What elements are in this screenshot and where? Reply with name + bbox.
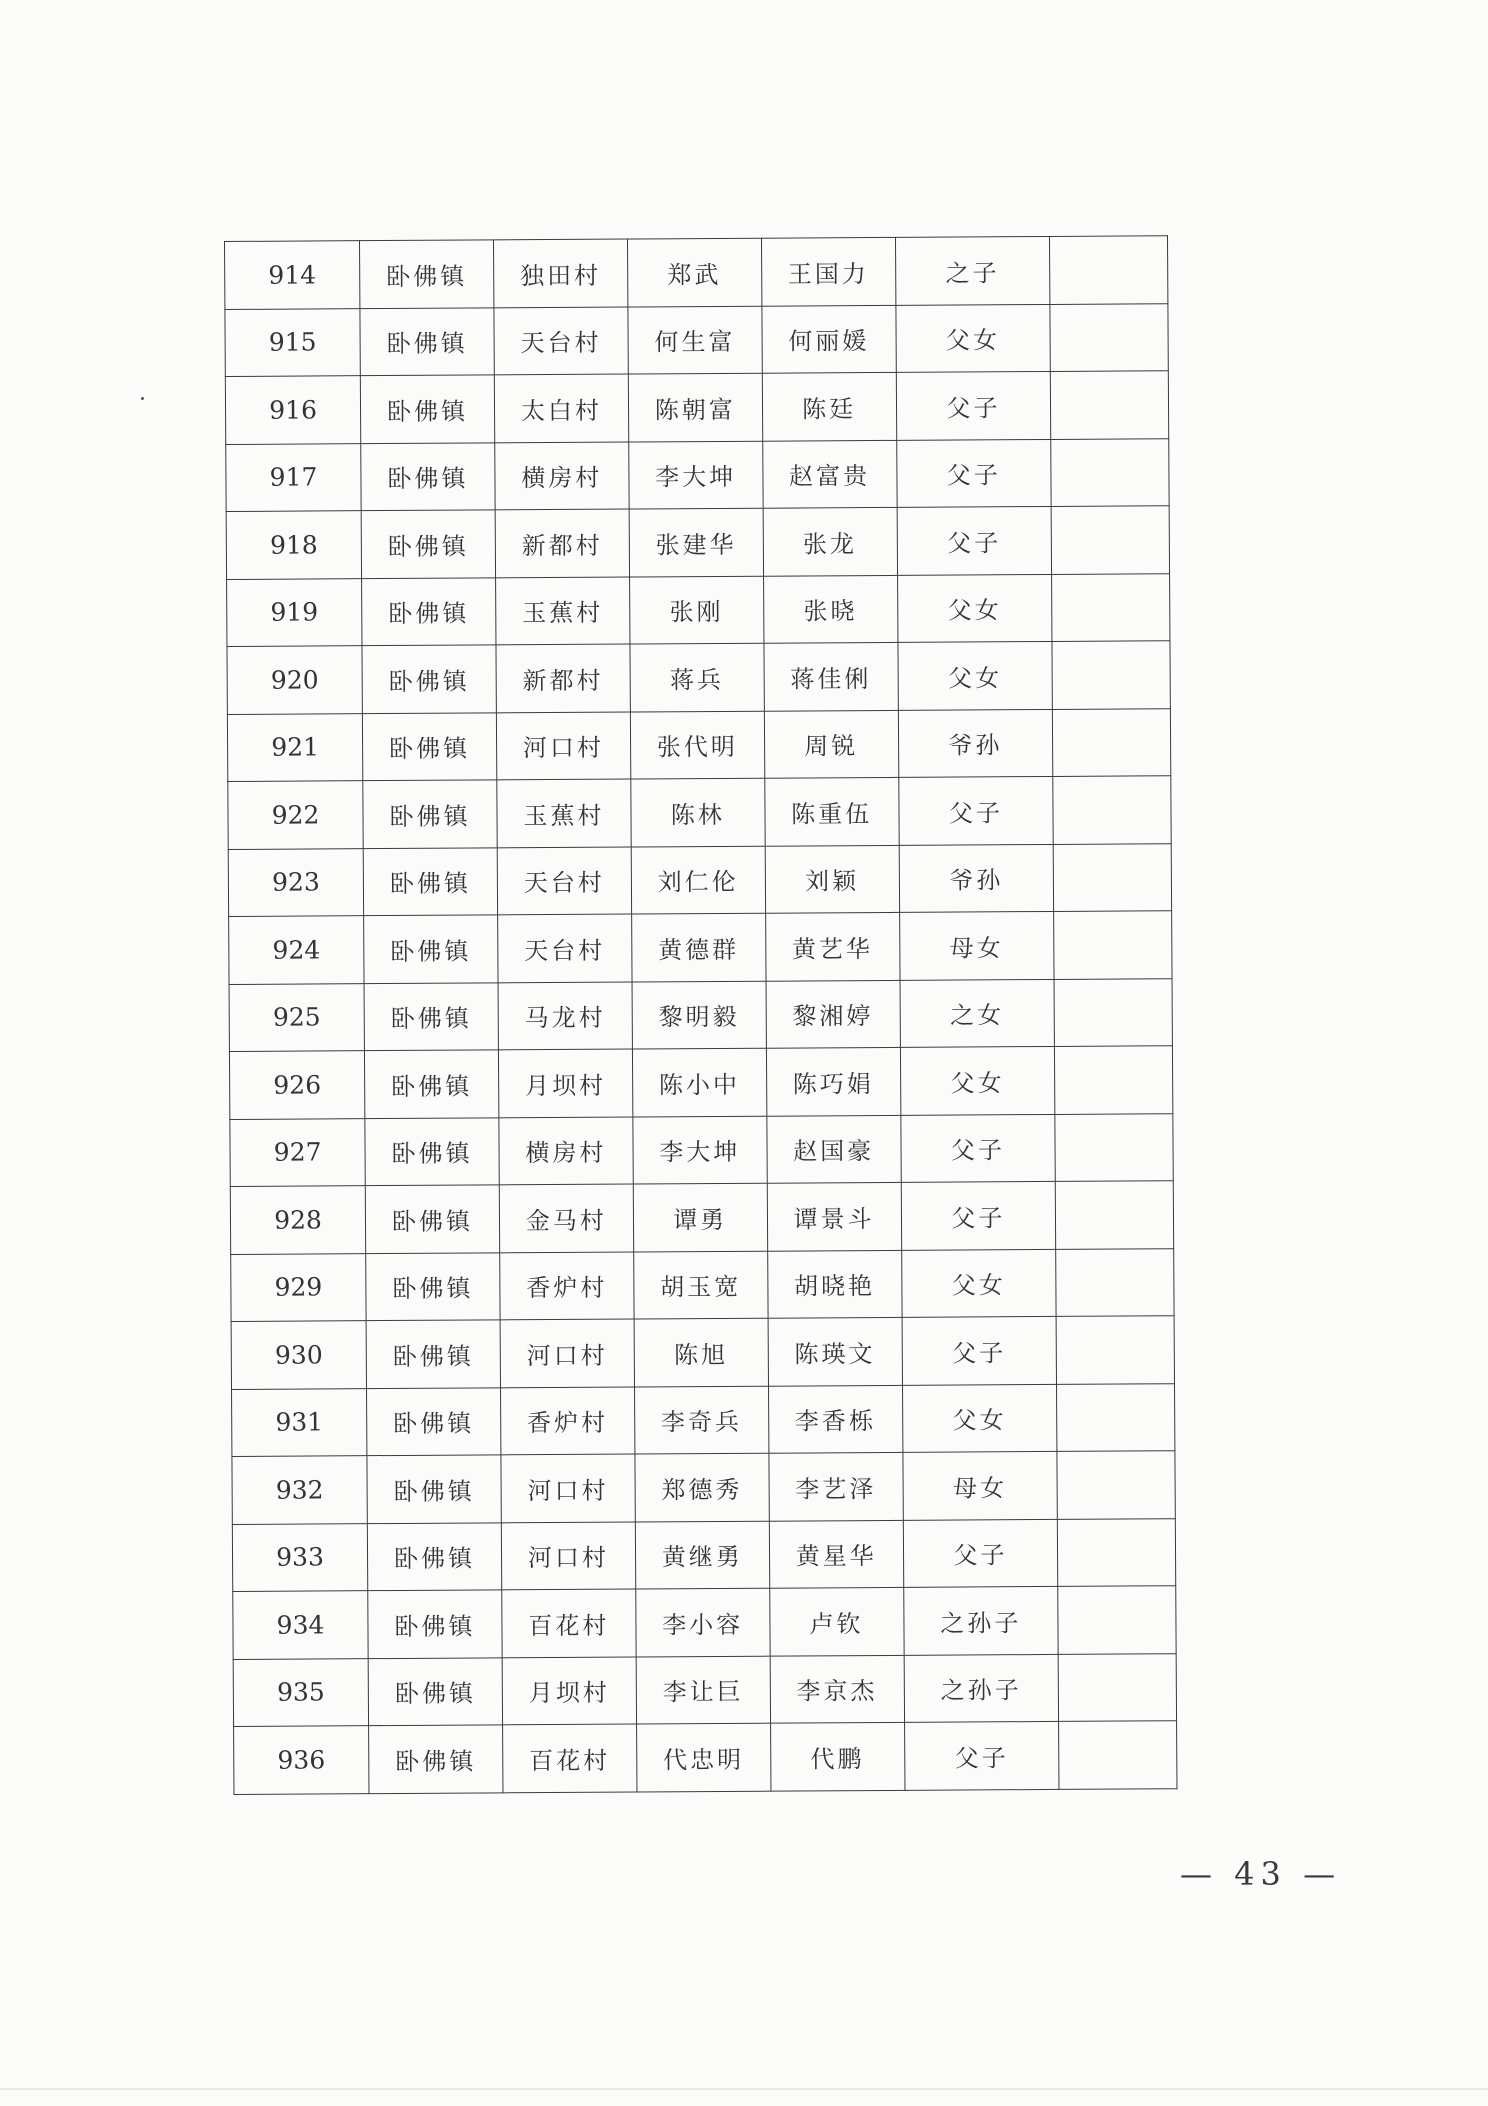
cell-note xyxy=(1054,911,1172,979)
cell-village: 天台村 xyxy=(497,847,631,915)
cell-number: 917 xyxy=(226,443,361,511)
cell-parent-name: 张代明 xyxy=(630,711,764,779)
table-row xyxy=(227,641,1170,714)
cell-relation: 父子 xyxy=(897,506,1052,574)
cell-village: 月坝村 xyxy=(502,1657,636,1725)
table-row xyxy=(230,1113,1173,1186)
table-row xyxy=(230,1181,1173,1254)
cell-number: 921 xyxy=(227,713,362,781)
cell-note xyxy=(1053,843,1171,911)
cell-parent-name: 黄德群 xyxy=(631,913,765,981)
cell-child-name: 陈巧娟 xyxy=(766,1047,900,1115)
cell-town: 卧佛镇 xyxy=(361,510,495,578)
cell-town: 卧佛镇 xyxy=(360,307,494,375)
cell-town: 卧佛镇 xyxy=(365,1050,499,1118)
cell-number: 934 xyxy=(233,1591,368,1659)
cell-number: 933 xyxy=(232,1523,367,1591)
cell-relation: 母女 xyxy=(902,1451,1057,1519)
cell-town: 卧佛镇 xyxy=(362,577,496,645)
cell-relation: 父女 xyxy=(897,574,1052,642)
table-row xyxy=(231,1316,1174,1389)
cell-child-name: 李香栎 xyxy=(768,1385,902,1453)
cell-note xyxy=(1051,371,1169,439)
cell-town: 卧佛镇 xyxy=(361,442,495,510)
cell-relation: 父子 xyxy=(901,1181,1056,1249)
cell-parent-name: 谭勇 xyxy=(633,1183,767,1251)
cell-village: 新都村 xyxy=(496,644,630,712)
cell-number: 925 xyxy=(229,983,364,1051)
cell-relation: 父子 xyxy=(896,439,1051,507)
cell-relation: 之孙子 xyxy=(904,1654,1059,1722)
cell-relation: 父女 xyxy=(900,1046,1055,1114)
cell-parent-name: 代忠明 xyxy=(636,1723,770,1791)
table-row xyxy=(229,978,1172,1051)
cell-village: 河口村 xyxy=(500,1319,634,1387)
cell-child-name: 陈瑛文 xyxy=(768,1317,902,1385)
cell-town: 卧佛镇 xyxy=(367,1387,501,1455)
cell-child-name: 何丽媛 xyxy=(762,305,896,373)
cell-parent-name: 李大坤 xyxy=(633,1116,767,1184)
cell-village: 横房村 xyxy=(495,442,629,510)
cell-town: 卧佛镇 xyxy=(363,780,497,848)
cell-town: 卧佛镇 xyxy=(364,982,498,1050)
cell-parent-name: 张刚 xyxy=(629,576,763,644)
cell-relation: 父女 xyxy=(895,304,1050,372)
cell-number: 920 xyxy=(227,646,362,714)
table-row xyxy=(233,1653,1176,1726)
cell-parent-name: 陈林 xyxy=(631,778,765,846)
cell-relation: 爷孙 xyxy=(899,844,1054,912)
table-row xyxy=(226,506,1169,579)
cell-parent-name: 郑德秀 xyxy=(635,1453,769,1521)
table-row xyxy=(232,1518,1175,1591)
cell-note xyxy=(1057,1451,1175,1519)
cell-child-name: 赵国豪 xyxy=(767,1115,901,1183)
table-row xyxy=(228,843,1171,916)
scan-speck xyxy=(141,397,144,400)
cell-child-name: 李艺泽 xyxy=(769,1452,903,1520)
cell-parent-name: 黄继勇 xyxy=(635,1521,769,1589)
cell-child-name: 李京杰 xyxy=(770,1655,904,1723)
cell-parent-name: 何生富 xyxy=(628,306,762,374)
cell-number: 930 xyxy=(231,1321,366,1389)
cell-relation: 之女 xyxy=(900,979,1055,1047)
cell-town: 卧佛镇 xyxy=(366,1252,500,1320)
cell-number: 931 xyxy=(232,1388,367,1456)
cell-child-name: 陈廷 xyxy=(762,372,896,440)
cell-town: 卧佛镇 xyxy=(360,375,494,443)
cell-relation: 母女 xyxy=(899,911,1054,979)
cell-child-name: 黄艺华 xyxy=(765,912,899,980)
cell-parent-name: 李奇兵 xyxy=(634,1386,768,1454)
cell-relation: 父子 xyxy=(903,1519,1058,1587)
cell-parent-name: 胡玉宽 xyxy=(634,1251,768,1319)
cell-town: 卧佛镇 xyxy=(369,1725,503,1793)
cell-town: 卧佛镇 xyxy=(360,240,494,308)
cell-village: 独田村 xyxy=(493,239,627,307)
cell-parent-name: 李大坤 xyxy=(629,441,763,509)
cell-number: 928 xyxy=(230,1186,365,1254)
cell-relation: 父子 xyxy=(896,371,1051,439)
cell-number: 919 xyxy=(227,578,362,646)
cell-note xyxy=(1051,438,1169,506)
cell-village: 河口村 xyxy=(501,1454,635,1522)
cell-relation: 父女 xyxy=(902,1384,1057,1452)
cell-village: 香炉村 xyxy=(500,1387,634,1455)
cell-parent-name: 黎明毅 xyxy=(632,981,766,1049)
cell-child-name: 刘颖 xyxy=(765,845,899,913)
cell-child-name: 赵富贵 xyxy=(762,440,896,508)
cell-town: 卧佛镇 xyxy=(363,847,497,915)
cell-note xyxy=(1050,236,1168,304)
cell-number: 929 xyxy=(231,1253,366,1321)
cell-relation: 父子 xyxy=(902,1316,1057,1384)
cell-note xyxy=(1056,1316,1174,1384)
cell-village: 马龙村 xyxy=(498,982,632,1050)
cell-parent-name: 李小容 xyxy=(636,1588,770,1656)
cell-child-name: 代鹏 xyxy=(770,1722,904,1790)
table-row xyxy=(226,438,1169,511)
cell-note xyxy=(1052,641,1170,709)
cell-child-name: 周锐 xyxy=(764,710,898,778)
cell-town: 卧佛镇 xyxy=(362,712,496,780)
scan-edge-line xyxy=(0,2088,1488,2090)
cell-number: 916 xyxy=(225,376,360,444)
table-row xyxy=(227,573,1170,646)
cell-child-name: 陈重伍 xyxy=(764,777,898,845)
cell-number: 926 xyxy=(229,1051,364,1119)
cell-village: 百花村 xyxy=(503,1724,637,1792)
cell-village: 河口村 xyxy=(496,712,630,780)
table-row xyxy=(225,371,1168,444)
table-row xyxy=(234,1721,1177,1794)
table-row xyxy=(225,303,1168,376)
cell-town: 卧佛镇 xyxy=(364,915,498,983)
cell-village: 横房村 xyxy=(499,1117,633,1185)
cell-note xyxy=(1059,1721,1177,1789)
table-row xyxy=(229,1046,1172,1119)
cell-child-name: 黎湘婷 xyxy=(766,980,900,1048)
cell-note xyxy=(1057,1383,1175,1451)
cell-town: 卧佛镇 xyxy=(368,1590,502,1658)
cell-note xyxy=(1058,1653,1176,1721)
cell-number: 924 xyxy=(229,916,364,984)
cell-village: 河口村 xyxy=(501,1522,635,1590)
table-row xyxy=(233,1586,1176,1659)
cell-note xyxy=(1056,1248,1174,1316)
cell-number: 936 xyxy=(234,1726,369,1794)
table-row xyxy=(232,1383,1175,1456)
cell-village: 天台村 xyxy=(498,914,632,982)
cell-relation: 之子 xyxy=(895,236,1050,304)
cell-village: 香炉村 xyxy=(500,1252,634,1320)
cell-child-name: 谭景斗 xyxy=(767,1182,901,1250)
cell-number: 932 xyxy=(232,1456,367,1524)
cell-number: 927 xyxy=(230,1118,365,1186)
records-table xyxy=(224,235,1177,1794)
cell-child-name: 张龙 xyxy=(763,507,897,575)
cell-note xyxy=(1055,1181,1173,1249)
cell-note xyxy=(1051,506,1169,574)
cell-parent-name: 郑武 xyxy=(627,238,761,306)
cell-note xyxy=(1058,1518,1176,1586)
cell-parent-name: 刘仁伦 xyxy=(631,846,765,914)
cell-note xyxy=(1052,573,1170,641)
cell-relation: 父女 xyxy=(901,1249,1056,1317)
cell-note xyxy=(1050,303,1168,371)
cell-child-name: 蒋佳俐 xyxy=(764,642,898,710)
cell-child-name: 张晓 xyxy=(763,575,897,643)
cell-parent-name: 蒋兵 xyxy=(630,643,764,711)
table-row xyxy=(225,236,1168,309)
cell-town: 卧佛镇 xyxy=(365,1117,499,1185)
cell-town: 卧佛镇 xyxy=(368,1657,502,1725)
cell-village: 玉蕉村 xyxy=(497,779,631,847)
cell-relation: 父子 xyxy=(898,776,1053,844)
cell-number: 922 xyxy=(228,781,363,849)
cell-number: 918 xyxy=(226,511,361,579)
cell-relation: 之孙子 xyxy=(903,1586,1058,1654)
cell-village: 天台村 xyxy=(494,307,628,375)
cell-village: 玉蕉村 xyxy=(496,577,630,645)
cell-note xyxy=(1053,776,1171,844)
cell-note xyxy=(1055,1046,1173,1114)
table-row xyxy=(229,911,1172,984)
cell-note xyxy=(1053,708,1171,776)
table-row xyxy=(231,1248,1174,1321)
cell-child-name: 黄星华 xyxy=(769,1520,903,1588)
cell-village: 百花村 xyxy=(502,1589,636,1657)
table-row xyxy=(228,776,1171,849)
cell-town: 卧佛镇 xyxy=(362,645,496,713)
cell-relation: 父女 xyxy=(898,641,1053,709)
cell-number: 923 xyxy=(228,848,363,916)
cell-parent-name: 张建华 xyxy=(629,508,763,576)
cell-relation: 父子 xyxy=(904,1721,1059,1789)
cell-parent-name: 陈旭 xyxy=(634,1318,768,1386)
records-table-body xyxy=(225,236,1177,1794)
cell-relation: 父子 xyxy=(900,1114,1055,1182)
cell-town: 卧佛镇 xyxy=(365,1185,499,1253)
cell-parent-name: 李让巨 xyxy=(636,1656,770,1724)
cell-child-name: 王国力 xyxy=(761,237,895,305)
cell-village: 新都村 xyxy=(495,509,629,577)
cell-note xyxy=(1055,1113,1173,1181)
table-row xyxy=(232,1451,1175,1524)
cell-village: 太白村 xyxy=(494,374,628,442)
table-row xyxy=(227,708,1170,781)
page-number: — 43 — xyxy=(1180,1855,1342,1893)
cell-town: 卧佛镇 xyxy=(367,1522,501,1590)
cell-relation: 爷孙 xyxy=(898,709,1053,777)
cell-town: 卧佛镇 xyxy=(367,1455,501,1523)
cell-number: 914 xyxy=(225,241,360,309)
cell-town: 卧佛镇 xyxy=(366,1320,500,1388)
cell-child-name: 胡晓艳 xyxy=(767,1250,901,1318)
cell-note xyxy=(1054,978,1172,1046)
cell-village: 金马村 xyxy=(499,1184,633,1252)
cell-village: 月坝村 xyxy=(498,1049,632,1117)
cell-parent-name: 陈朝富 xyxy=(628,373,762,441)
cell-note xyxy=(1058,1586,1176,1654)
cell-child-name: 卢钦 xyxy=(769,1587,903,1655)
cell-number: 915 xyxy=(225,308,360,376)
cell-parent-name: 陈小中 xyxy=(632,1048,766,1116)
cell-number: 935 xyxy=(233,1658,368,1726)
